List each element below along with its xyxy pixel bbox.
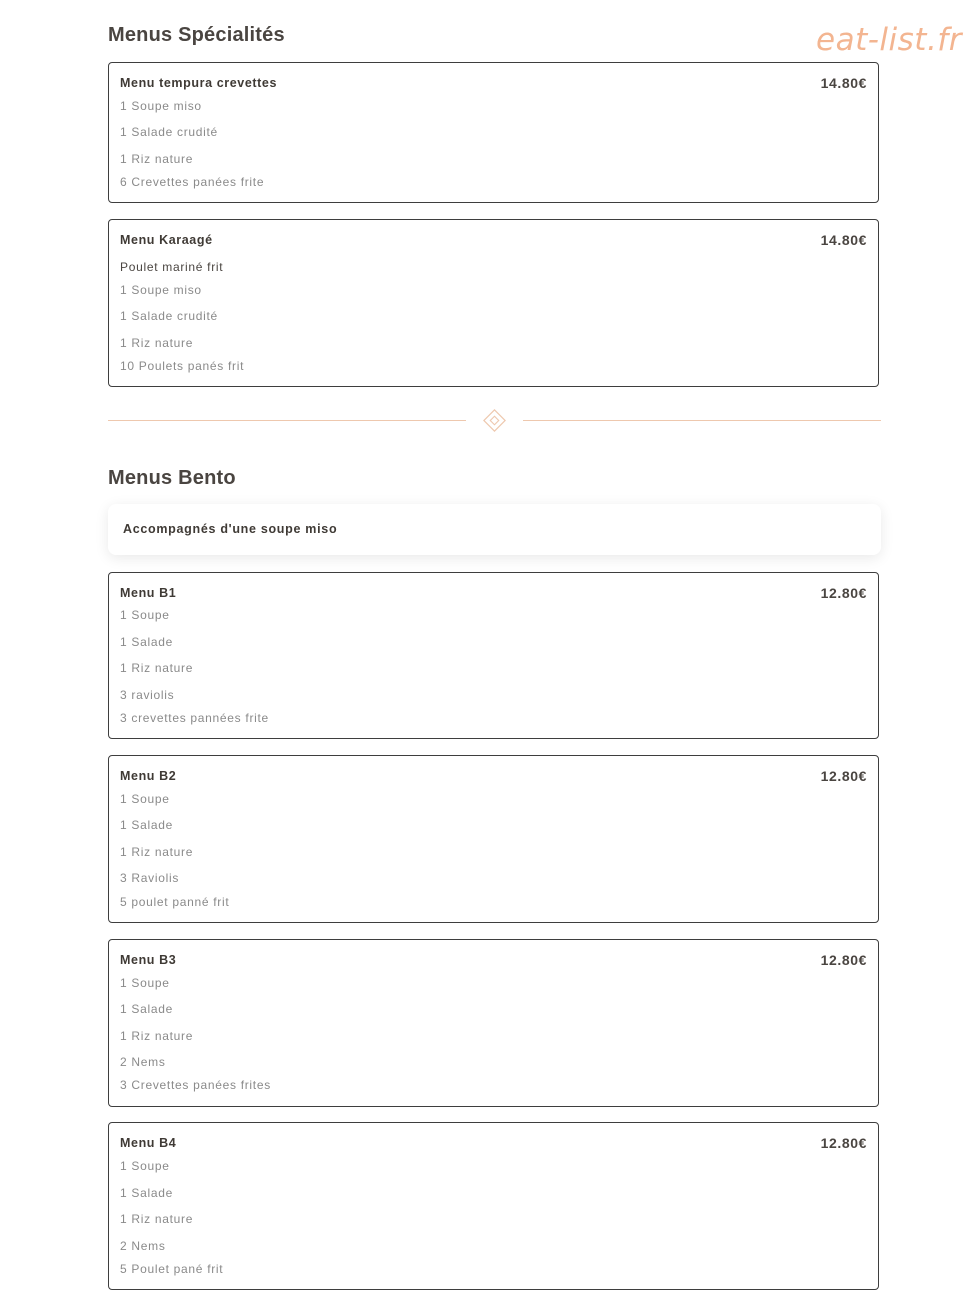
menu-line: 3 raviolis bbox=[120, 688, 175, 702]
menu-name: Menu B4 bbox=[120, 1136, 177, 1150]
menu-line: 3 crevettes pannées frite bbox=[120, 711, 269, 725]
menu-line: 1 Salade bbox=[120, 1186, 173, 1200]
divider-line-left bbox=[108, 420, 466, 421]
menu-line: 1 Soupe bbox=[120, 792, 170, 806]
menu-line: 2 Nems bbox=[120, 1239, 166, 1253]
section-title-specialites: Menus Spécialités bbox=[108, 24, 285, 46]
menu-line: 5 poulet panné frit bbox=[120, 895, 230, 909]
menu-price: 12.80€ bbox=[820, 585, 867, 601]
menu-line: 1 Salade bbox=[120, 635, 173, 649]
menu-line: 1 Salade bbox=[120, 818, 173, 832]
menu-price: 12.80€ bbox=[820, 768, 867, 784]
menu-line: 5 Poulet pané frit bbox=[120, 1262, 224, 1276]
menu-line: 3 Crevettes panées frites bbox=[120, 1078, 271, 1092]
menu-line: 1 Riz nature bbox=[120, 1029, 194, 1043]
divider-line-right bbox=[523, 420, 881, 421]
menu-card bbox=[108, 1122, 879, 1290]
menu-line: 10 Poulets panés frit bbox=[120, 359, 245, 373]
menu-name: Menu B1 bbox=[120, 586, 177, 600]
menu-card bbox=[108, 755, 879, 923]
menu-card bbox=[108, 62, 879, 203]
menu-line: 1 Riz nature bbox=[120, 1212, 194, 1226]
menu-card bbox=[108, 572, 879, 739]
menu-line: 1 Riz nature bbox=[120, 152, 194, 166]
menu-name: Menu tempura crevettes bbox=[120, 76, 277, 90]
menu-price: 12.80€ bbox=[820, 952, 867, 968]
bento-note bbox=[108, 504, 881, 555]
menu-line: 1 Riz nature bbox=[120, 661, 194, 675]
menu-description: Poulet mariné frit bbox=[120, 260, 224, 274]
menu-line: 1 Riz nature bbox=[120, 336, 194, 350]
menu-name: Menu B3 bbox=[120, 953, 177, 967]
menu-line: 1 Riz nature bbox=[120, 845, 194, 859]
menu-card bbox=[108, 219, 879, 387]
menu-line: 6 Crevettes panées frite bbox=[120, 175, 265, 189]
menu-line: 1 Soupe bbox=[120, 608, 170, 622]
menu-price: 14.80€ bbox=[820, 232, 867, 248]
menu-name: Menu Karaagé bbox=[120, 233, 213, 247]
menu-price: 14.80€ bbox=[820, 75, 867, 91]
menu-line: 2 Nems bbox=[120, 1055, 166, 1069]
menu-line: 1 Soupe miso bbox=[120, 99, 202, 113]
menu-line: 1 Soupe bbox=[120, 976, 170, 990]
menu-line: 1 Soupe bbox=[120, 1159, 170, 1173]
menu-line: 1 Salade crudité bbox=[120, 125, 218, 139]
section-title-bento: Menus Bento bbox=[108, 467, 236, 489]
bento-note-text: Accompagnés d'une soupe miso bbox=[123, 522, 338, 536]
menu-line: 3 Raviolis bbox=[120, 871, 180, 885]
menu-name: Menu B2 bbox=[120, 769, 177, 783]
watermark-logo: eat-list.fr bbox=[816, 22, 962, 58]
menu-line: 1 Salade bbox=[120, 1002, 173, 1016]
menu-price: 12.80€ bbox=[820, 1135, 867, 1151]
menu-line: 1 Soupe miso bbox=[120, 283, 202, 297]
diamond-ornament-icon bbox=[481, 407, 508, 434]
menu-line: 1 Salade crudité bbox=[120, 309, 218, 323]
menu-card bbox=[108, 939, 879, 1107]
